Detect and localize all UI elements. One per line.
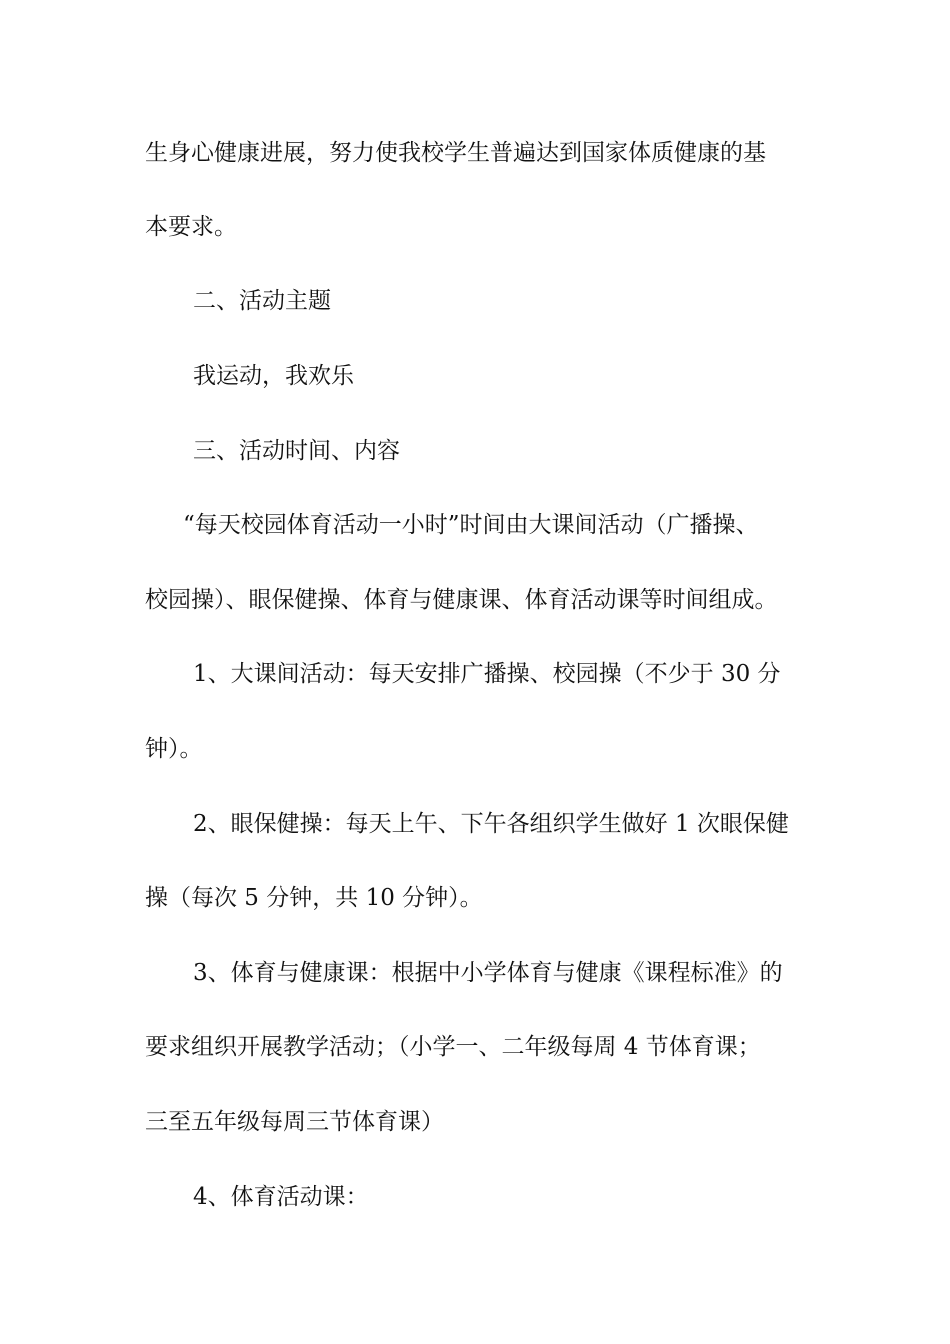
- list-item-1-line: 钟）。: [145, 736, 203, 762]
- section-heading-theme: 二、活动主题: [193, 288, 331, 314]
- paragraph-continuation-line: 生身心健康进展，努力使我校学生普遍达到国家体质健康的基: [145, 140, 766, 166]
- paragraph-line: 校园操）、眼保健操、体育与健康课、体育活动课等时间组成。: [145, 587, 778, 613]
- paragraph-line: “每天校园体育活动一小时”时间由大课间活动（广播操、: [183, 512, 759, 538]
- section-heading-time-content: 三、活动时间、内容: [193, 438, 400, 464]
- list-item-2-line: 操（每次 5 分钟，共 10 分钟）。: [145, 885, 483, 911]
- list-item-4-line: 4、体育活动课：: [193, 1184, 369, 1210]
- list-item-3-line: 要求组织开展教学活动；（小学一、二年级每周 4 节体育课；: [145, 1034, 761, 1060]
- paragraph-end-line: 本要求。: [145, 214, 237, 240]
- list-item-3-line: 3、体育与健康课：根据中小学体育与健康《课程标准》的: [193, 960, 783, 986]
- theme-text: 我运动，我欢乐: [193, 363, 354, 389]
- list-item-1-line: 1、大课间活动：每天安排广播操、校园操（不少于 30 分: [193, 661, 781, 687]
- list-item-2-line: 2、眼保健操：每天上午、下午各组织学生做好 1 次眼保健: [193, 811, 789, 837]
- list-item-3-line: 三至五年级每周三节体育课）: [145, 1109, 444, 1135]
